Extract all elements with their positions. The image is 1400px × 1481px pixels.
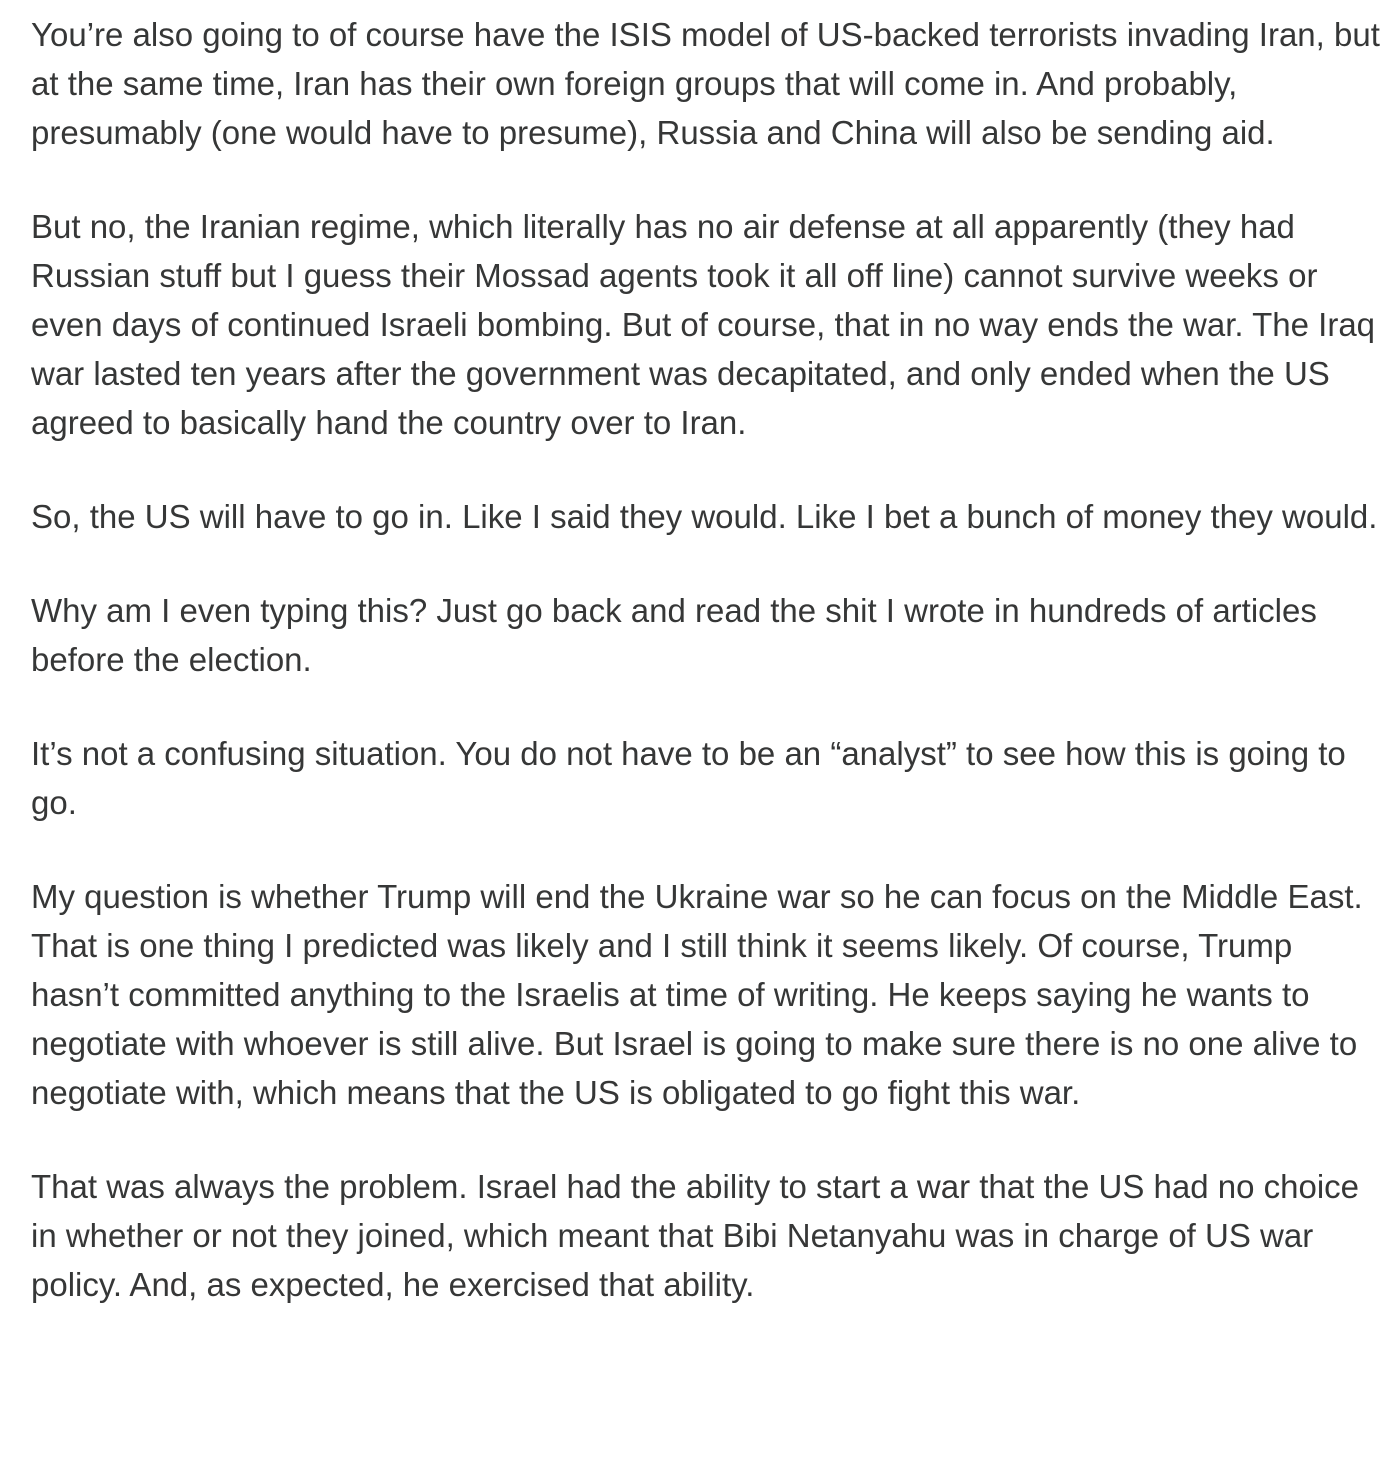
paragraph-7: That was always the problem. Israel had the ability to start a war that the US had no choice in whether or not they joined, which meant that Bibi Netanyahu was in charge of US war policy. And, as expected, he exercised that ability.: [31, 1168, 1360, 1303]
paragraph-2: But no, the Iranian regime, which literally has no air defense at all apparently (they had Russian stuff but I guess their Mossad agents took it all off line) cannot survive weeks or even days of continued Israeli bombing. But of course, that in no way ends the war. The Iraq war lasted ten years after the government was decapitated, and only ended when the US agreed to basically hand the country over to Iran.: [31, 208, 1376, 441]
paragraph-6: My question is whether Trump will end the Ukraine war so he can focus on the Middle East. That is one thing I predicted was likely and I still think it seems likely. Of course, Trump hasn’t committed anything to the Israelis at time of writing. He keeps saying he wants to negotiate with whoever is still alive. But Israel is going to make sure there is no one alive to negotiate with, which means that the US is obligated to go fight this war.: [31, 878, 1363, 1111]
paragraph-4: Why am I even typing this? Just go back and read the shit I wrote in hundreds of articles before the election.: [31, 592, 1317, 678]
paragraph-5: It’s not a confusing situation. You do not have to be an “analyst” to see how this is going to go.: [31, 735, 1346, 821]
paragraph-3: So, the US will have to go in. Like I said they would. Like I bet a bunch of money they would.: [31, 498, 1378, 535]
paragraph-1: You’re also going to of course have the ISIS model of US-backed terrorists invading Iran, but at the same time, Iran has their own foreign groups that will come in. And probably, presumably (one would have to presume), Russia and China will also be sending aid.: [31, 16, 1380, 151]
article-body: [31, 10, 1386, 1354]
